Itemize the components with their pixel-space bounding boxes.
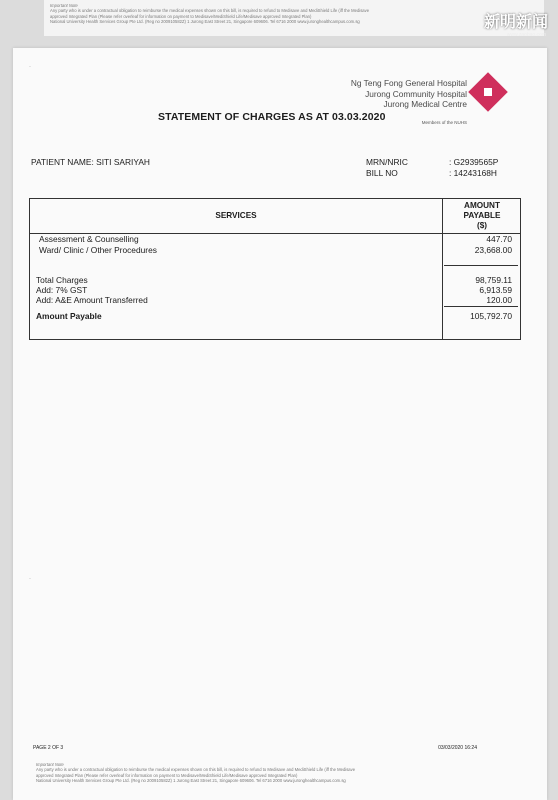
top-important-note — [44, 0, 544, 36]
bill-value: : 14243168H — [449, 168, 497, 178]
hospital-name-2: Jurong Community Hospital — [365, 88, 467, 99]
note-line-2: approved Integrated Plan (Please refer overleaf for information on payment to Medisave/MediShield Life/Medisave approved Integrated Plan) — [50, 13, 312, 19]
services-header: SERVICES — [215, 211, 257, 220]
hospital-name-3: Jurong Medical Centre — [383, 99, 467, 109]
hospital-logo-icon — [468, 72, 508, 112]
note-heading: Important Note — [50, 3, 78, 8]
gst-amount: 6,913.59 — [479, 285, 512, 295]
mrn-value: : G2939565P — [449, 157, 499, 167]
mrn-label: MRN/NRIC — [366, 157, 408, 167]
gst-label: Add: 7% GST — [36, 285, 88, 295]
scan-mark: · — [29, 64, 31, 70]
patient-name: PATIENT NAME: SITI SARIYAH — [31, 157, 150, 167]
hospital-name-1: Ng Teng Fong General Hospital — [350, 78, 467, 88]
ae-transfer-amount: 120.00 — [486, 295, 512, 305]
id-labels — [366, 157, 408, 179]
service-row-label: Assessment & Counselling — [39, 234, 139, 244]
print-timestamp: 03/03/2020 16:24 — [438, 745, 477, 751]
amount-header — [442, 201, 522, 231]
hospital-names — [351, 78, 467, 110]
note-line-1: Any party who is under a contractual obligation to reimburse the medical expenses shown on this bill, is required to refund to Medisave and MediShield Life (iff the Medisave — [50, 8, 370, 14]
note-line-3: National University Health Services Group Pte Ltd. (Reg no 200910582Z) 1 Jurong East Street 21, Singapore 609606. Tel 6716 2000 www.juronghealthcampus.com.sg — [50, 19, 360, 25]
bill-label: BILL NO — [366, 168, 398, 178]
bottom-important-note — [36, 762, 516, 800]
note-line-1: Any party who is under a contractual obligation to reimburse the medical expenses shown on this bill, is required to refund to Medisave and MediShield Life (iff the Medisave — [36, 767, 356, 773]
subtotal-rule — [444, 265, 518, 266]
note-line-2: approved Integrated Plan (Please refer overleaf for information on payment to Medisave/MediShield Life/Medisave approved Integrated Plan) — [36, 772, 298, 778]
service-row-label: Ward/ Clinic / Other Procedures — [39, 245, 157, 255]
service-row-amount: 23,668.00 — [474, 245, 512, 255]
scan-mark: · — [29, 576, 31, 582]
note-line-3: National University Health Services Group Pte Ltd. (Reg no 200910582Z) 1 Jurong East Street 21, Singapore 609606. Tel 6716 2000 www.juronghealthcampus.com.sg — [36, 778, 346, 784]
members-text: Members of the NUHS — [421, 120, 467, 125]
watermark-logo: 新明新闻 — [483, 12, 548, 31]
total-charges-amount: 98,759.11 — [475, 275, 512, 285]
amount-header-line-3: ($) — [476, 221, 487, 230]
watermark-url: www.zaobao.com — [506, 32, 546, 38]
amount-payable-label: Amount Payable — [36, 311, 102, 321]
statement-title: STATEMENT OF CHARGES AS AT 03.03.2020 — [158, 111, 386, 123]
bill-page — [13, 48, 547, 800]
charges-table — [29, 198, 521, 340]
total-charges-label: Total Charges — [36, 275, 88, 285]
amount-header-line-2: PAYABLE — [463, 211, 501, 220]
payable-rule — [444, 306, 518, 307]
service-row-amount: 447.70 — [486, 234, 512, 244]
page-number: PAGE 2 OF 3 — [33, 745, 64, 751]
ae-transfer-label: Add: A&E Amount Transferred — [36, 295, 148, 305]
amount-header-line-1: AMOUNT — [464, 201, 500, 210]
note-heading: Important Note — [36, 762, 64, 767]
amount-payable-value: 105,792.70 — [470, 311, 512, 321]
id-values — [449, 157, 498, 179]
